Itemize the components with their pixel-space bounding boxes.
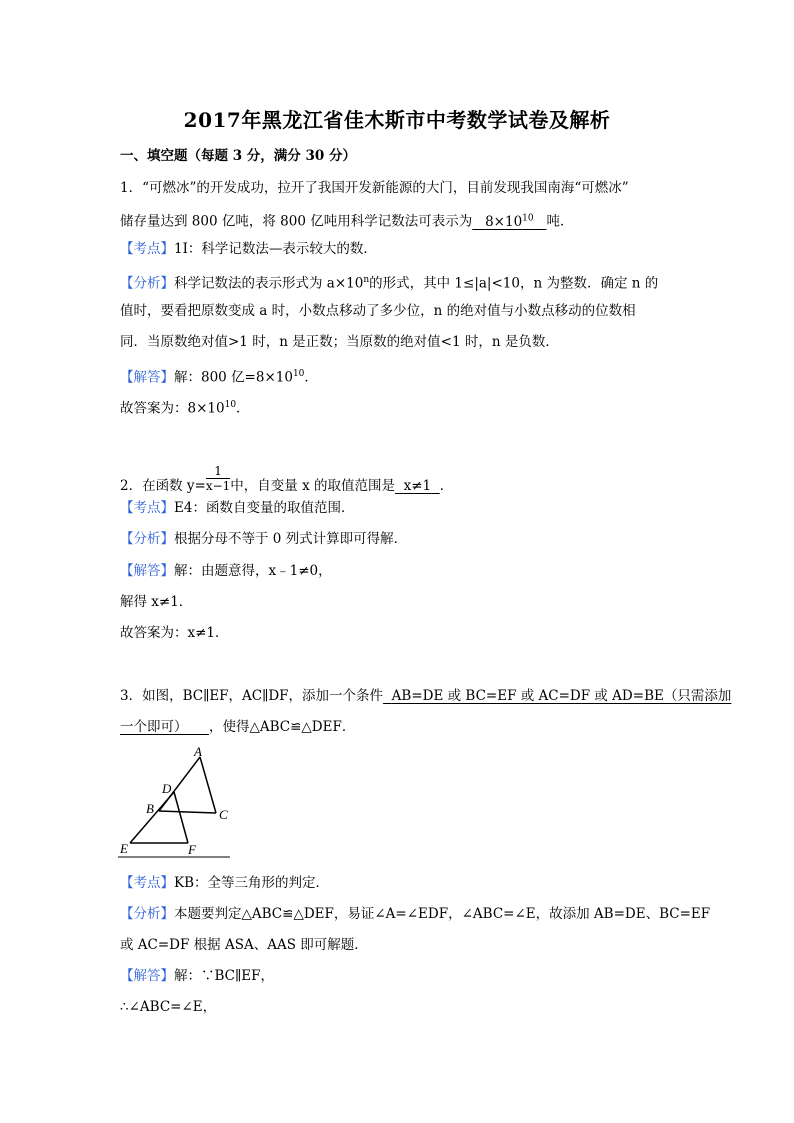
label-e: E (120, 841, 128, 856)
q2-answer-blank: x≠1 (403, 478, 432, 494)
q3-jieda: 【解答】解：∵BC∥EF， (120, 968, 274, 984)
q1-fenxi-line1: 【分析】科学记数法的表示形式为 $a\times 10^n$的形式，其中 1≤|a|<10，n 为整数．确定 n 的 (120, 275, 659, 292)
segment-de (130, 792, 174, 843)
q3-solve-line: ∴∠ABC=∠E， (120, 999, 217, 1015)
q3-kaodian: 【考点】KB：全等三角形的判定． (120, 875, 330, 891)
q2-jieda: 【解答】解：由题意得，x﹣1≠0， (120, 563, 332, 579)
page-title: 2017年黑龙江省佳木斯市中考数学试卷及解析 (183, 108, 611, 132)
q1-jieda: 【解答】解：800 亿$=8\times 10^{10}$． (120, 369, 318, 386)
q1-answer-blank: $8\times 10^{10}$ (485, 213, 534, 230)
label-f: F (188, 842, 196, 857)
q1-final-answer: 故答案为：$8\times 10^{10}$． (120, 400, 250, 417)
triangle-figure (118, 745, 238, 863)
segment-ac (200, 757, 216, 813)
segment-bc (159, 811, 216, 813)
section-heading: 一、填空题（每题 3 分，满分 30 分） (120, 148, 356, 164)
q3-fenxi-line2: 或 AC=DF 根据 ASA、AAS 即可解题． (120, 937, 368, 953)
label-c: C (219, 807, 228, 822)
q1-line2-pre: 储存量达到 800 亿吨，将 800 亿吨用科学记数法可表示为 (120, 213, 473, 230)
q3-answer-blank: AB=DE 或 BC=EF 或 AC=DF 或 AD=BE（只需添加 (391, 688, 732, 704)
q1-line2: 储存量达到 800 亿吨，将 800 亿吨用科学记数法可表示为 $8\times 10^{10}$ 吨． (120, 213, 574, 230)
q2-final-answer: 故答案为：x≠1． (120, 625, 229, 641)
fenxi-tag: 【分析】 (120, 275, 174, 292)
q3-stem-line1: 3．如图，BC∥EF，AC∥DF，添加一个条件 AB=DE 或 BC=EF 或 AC=DF 或 AD=BE（只需添加 (120, 688, 732, 704)
q2-solve-line: 解得 x≠1． (120, 594, 193, 610)
label-b: B (146, 801, 154, 816)
q1-fenxi-line2: 值时，要看把原数变成 a 时，小数点移动了多少位，n 的绝对值与小数点移动的位数相 (120, 303, 636, 319)
q3-stem-line2: 一个即可） ，使得△ABC≌△DEF． (120, 719, 356, 735)
label-d: D (162, 781, 172, 796)
fraction: $\frac{1}{x-1}$ (205, 464, 231, 493)
kaodian-tag: 【考点】 (120, 241, 174, 257)
q2-fenxi: 【分析】根据分母不等于 0 列式计算即可得解． (120, 531, 408, 547)
q1-line1: 1．“可燃冰”的开发成功，拉开了我国开发新能源的大门，目前发现我国南海“可燃冰” (120, 180, 629, 196)
q2-kaodian: 【考点】E4：函数自变量的取值范围． (120, 500, 355, 516)
q3-fenxi-line1: 【分析】本题要判定△ABC≌△DEF，易证∠A=∠EDF，∠ABC=∠E，故添加 AB=DE、BC=EF (120, 906, 711, 922)
q1-fenxi-line3: 同．当原数绝对值>1 时，n 是正数；当原数的绝对值<1 时，n 是负数． (120, 334, 559, 350)
segment-df (174, 792, 188, 843)
label-a: A (194, 745, 202, 759)
q2-stem: 2．在函数 y= $\frac{1}{x-1}$ 中，自变量 x 的取值范围是 x≠1 ． (120, 464, 454, 494)
q1-kaodian: 【考点】1I：科学记数法—表示较大的数． (120, 241, 377, 257)
jieda-tag: 【解答】 (120, 369, 174, 386)
